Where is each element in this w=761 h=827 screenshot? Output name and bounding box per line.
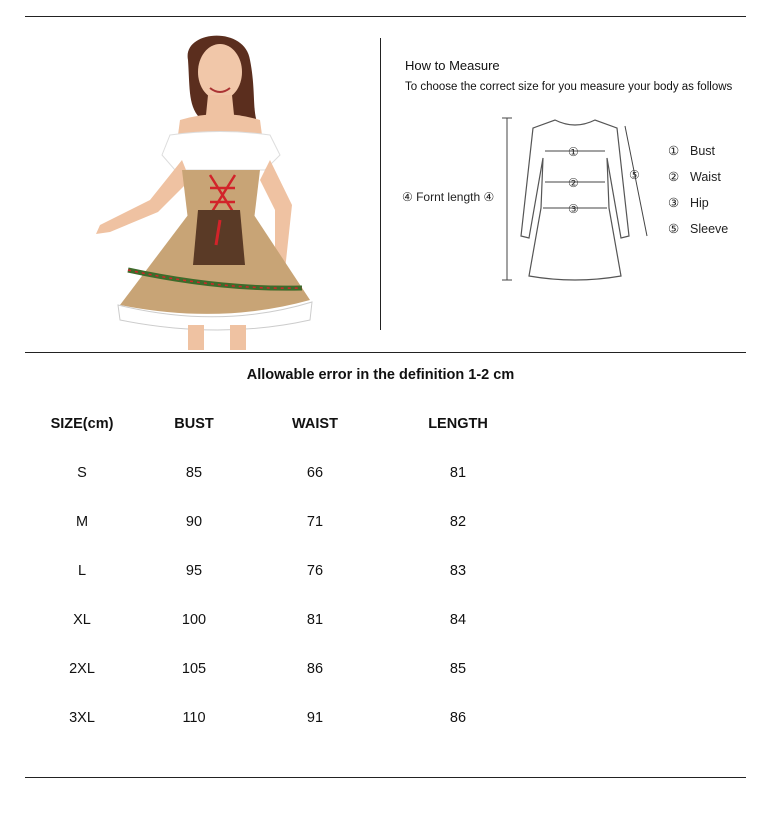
diagram-mark-1: ①: [568, 145, 579, 159]
measure-title: How to Measure: [405, 58, 500, 73]
diagram-mark-5: ⑤: [629, 168, 640, 182]
table-cell-bust: 110: [182, 710, 206, 726]
diagram-mark-2: ②: [568, 176, 579, 190]
header-bust: BUST: [174, 416, 214, 432]
diagram-mark-3: ③: [568, 202, 579, 216]
table-cell-length: 86: [449, 710, 467, 726]
legend-item-bust: ① Bust: [668, 144, 716, 158]
table-cell-size: XL: [73, 612, 91, 628]
table-cell-size: L: [77, 563, 87, 579]
table-cell-size: S: [77, 465, 87, 481]
legend-item-hip: ③ Hip: [668, 196, 709, 210]
legend-item-sleeve: ⑤ Sleeve: [668, 222, 729, 236]
table-cell-waist: 71: [306, 514, 324, 530]
legend-item-waist: ② Waist: [668, 170, 721, 184]
table-cell-length: 85: [449, 661, 467, 677]
table-cell-waist: 86: [306, 661, 324, 677]
tolerance-note: Allowable error in the definition 1-2 cm: [246, 367, 515, 383]
table-cell-length: 84: [449, 612, 467, 628]
header-waist: WAIST: [292, 416, 338, 432]
table-cell-bust: 85: [185, 465, 203, 481]
header-length: LENGTH: [428, 416, 488, 432]
table-cell-length: 81: [449, 465, 467, 481]
product-photo: [70, 20, 320, 350]
measurement-legend: [668, 143, 728, 247]
table-cell-bust: 95: [185, 563, 203, 579]
header-size: SIZE(cm): [50, 416, 114, 432]
table-cell-length: 82: [449, 514, 467, 530]
bottom-divider: [25, 777, 746, 778]
table-cell-size: 2XL: [69, 661, 95, 677]
table-cell-waist: 81: [306, 612, 324, 628]
measure-subtitle: To choose the correct size for you measure your body as follows: [405, 81, 733, 93]
front-length-label: ④ Fornt length ④: [402, 190, 495, 204]
table-cell-length: 83: [449, 563, 467, 579]
table-cell-waist: 66: [306, 465, 324, 481]
top-divider: [25, 16, 746, 17]
table-cell-bust: 100: [181, 612, 207, 628]
table-cell-size: M: [75, 514, 89, 530]
table-cell-size: 3XL: [69, 710, 95, 726]
vertical-divider: [380, 38, 381, 330]
table-cell-bust: 90: [185, 514, 203, 530]
middle-divider: [25, 352, 746, 353]
table-cell-waist: 76: [306, 563, 324, 579]
table-cell-waist: 91: [306, 710, 324, 726]
table-cell-bust: 105: [181, 661, 207, 677]
